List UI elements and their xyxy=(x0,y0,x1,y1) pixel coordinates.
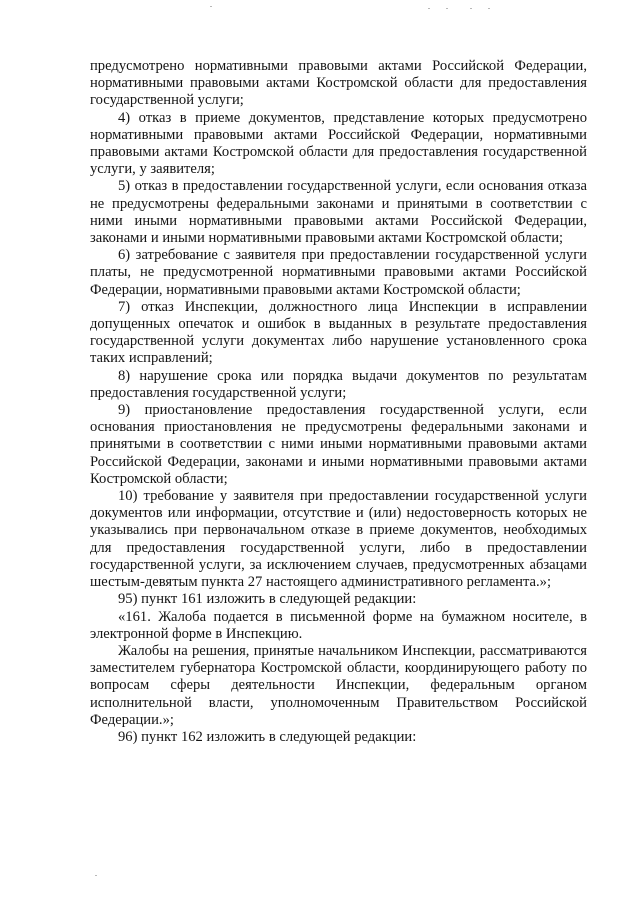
paragraph-item-4: 4) отказ в приеме документов, представление которых предусмотрено нормативными правовыми актами Российской Федерации, нормативными правовыми актами Костромской области для предоставления государственной услуги, у заявителя; xyxy=(90,109,587,178)
scan-speck xyxy=(210,6,212,7)
scan-speck xyxy=(95,875,97,876)
scan-speck xyxy=(446,8,448,9)
paragraph-item-8: 8) нарушение срока или порядка выдачи документов по результатам предоставления государственной услуги; xyxy=(90,367,587,401)
scan-speck xyxy=(470,8,472,9)
paragraph-item-6: 6) затребование с заявителя при предоставлении государственной услуги платы, не предусмотренной нормативными правовыми актами Российской Федерации, нормативными правовыми актами Костромской области; xyxy=(90,247,587,298)
paragraph-item-5: 5) отказ в предоставлении государственной услуги, если основания отказа не предусмотрены федеральными законами и принятыми в соответствии с ними иными нормативными правовыми актами Российской Федерации, законами и иными нормативными правовыми актами Костромской области; xyxy=(90,178,587,247)
scan-speck xyxy=(488,8,490,9)
paragraph-continuation: предусмотрено нормативными правовыми актами Российской Федерации, нормативными правовыми актами Костромской области для предоставления государственной услуги; xyxy=(90,58,587,109)
document-body xyxy=(90,58,587,746)
paragraph-item-9: 9) приостановление предоставления государственной услуги, если основания приостановления не предусмотрены федеральными законами и принятыми в соответствии с ними иными нормативными правовыми актами Российской Федерации, законами и иными нормативными правовыми актами Костромской области; xyxy=(90,402,587,487)
paragraph-item-7: 7) отказ Инспекции, должностного лица Инспекции в исправлении допущенных опечаток и ошибок в выданных в результате предоставления государственной услуги документах либо нарушение установленного срока таких исправлений; xyxy=(90,298,587,367)
paragraph-amendment-95: 95) пункт 161 изложить в следующей редакции: xyxy=(118,591,417,608)
paragraph-complaints: Жалобы на решения, принятые начальником Инспекции, рассматриваются заместителем губернатора Костромской области, координирующего работу по вопросам сферы деятельности Инспекции, федеральным органом исполнительной власти, уполномоченным Правительством Российской Федерации.»; xyxy=(90,642,587,728)
paragraph-amendment-96: 96) пункт 162 изложить в следующей редакции: xyxy=(118,728,417,745)
paragraph-item-10: 10) требование у заявителя при предоставлении государственной услуги документов или информации, отсутствие и (или) недостоверность которых не указывались при первоначальном отказе в приеме документов, необходимых для предоставления государственной услуги, либо в предоставлении государственной услуги, за исключением случаев, предусмотренных абзацами шестым-девятым пункта 27 настоящего административного регламента.»; xyxy=(90,488,587,591)
scan-speck xyxy=(428,8,430,9)
paragraph-clause-161: «161. Жалоба подается в письменной форме на бумажном носителе, в электронной форме в Инспекцию. xyxy=(90,608,587,642)
